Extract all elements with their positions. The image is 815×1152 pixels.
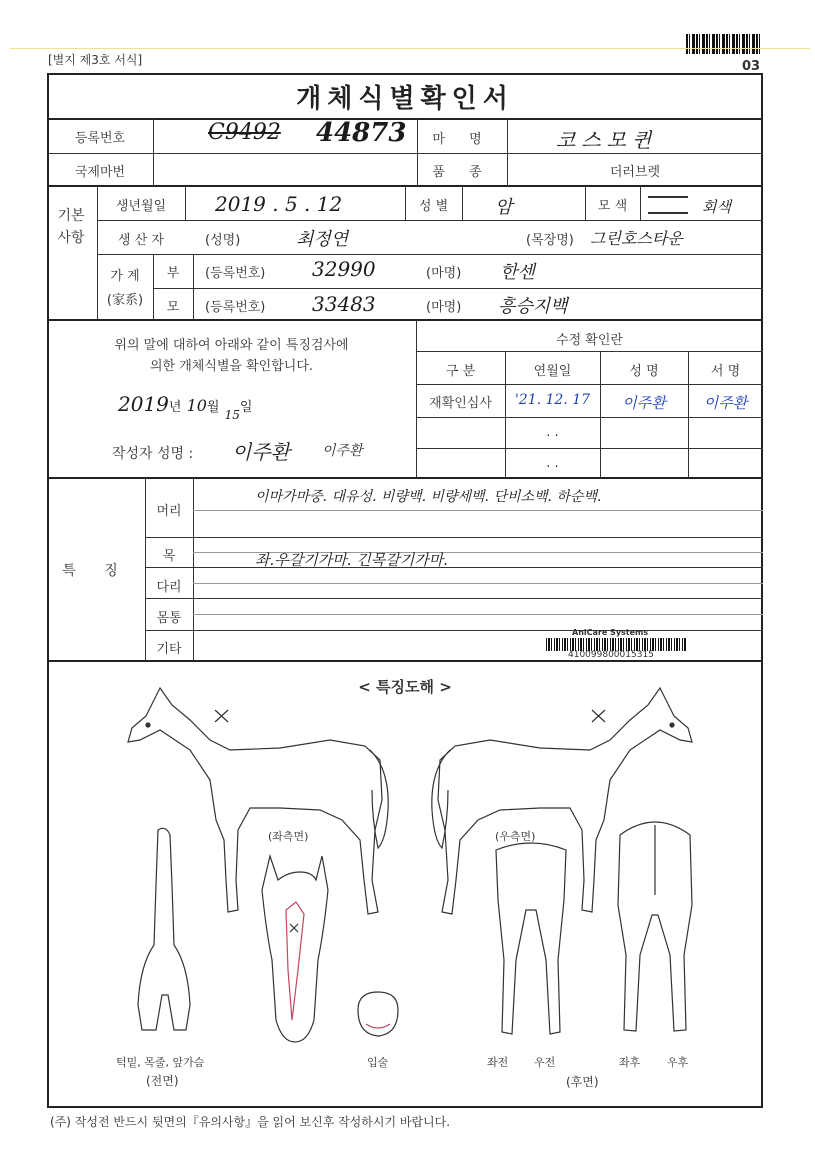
intl-no-label: 국제마번 — [74, 165, 126, 180]
sire-reg-label: (등록번호) — [205, 266, 266, 281]
top-barcode — [686, 34, 762, 54]
rev-row1-date: '21. 12. 17 — [514, 392, 591, 408]
breeder-name-value: 최정연 — [296, 229, 349, 250]
rev-row2-date: . . — [546, 425, 559, 440]
horse-front-legs-drawing — [486, 840, 576, 1040]
birth-label: 생년월일 — [115, 199, 167, 214]
color-label: 모 색 — [597, 199, 628, 214]
right-hind-label: 우후 — [667, 1056, 689, 1069]
reg-no-struck: C9492 — [208, 120, 281, 145]
sticker-brand: AniCare Systems — [572, 628, 649, 637]
feature-leg-label: 다리 — [156, 580, 182, 595]
document-title: 개체식별확인서 — [296, 84, 514, 114]
left-side-label: (좌측면) — [268, 830, 309, 843]
birth-value: 2019 . 5 . 12 — [215, 192, 343, 216]
lip-label: 입술 — [367, 1056, 389, 1069]
left-fore-label: 좌전 — [487, 1056, 509, 1069]
sex-label: 성 별 — [418, 199, 449, 214]
rev-row1-name: 이주환 — [622, 394, 666, 412]
horse-name-label: 마 명 — [432, 132, 492, 147]
dam-reg-label: (등록번호) — [205, 300, 266, 315]
author-name: 이주환 — [232, 440, 290, 464]
color-struck — [648, 196, 688, 214]
sire-name-label: (마명) — [426, 266, 462, 281]
right-fore-label: 우전 — [534, 1056, 556, 1069]
horse-rear-drawing — [610, 815, 700, 1040]
statement-line1: 위의 말에 대하여 아래와 같이 특징검사에 — [114, 338, 349, 353]
farm-value: 그린호스타운 — [590, 229, 683, 248]
horse-lip-drawing — [352, 990, 404, 1040]
breed-value: 더러브렛 — [609, 165, 661, 180]
dam-reg-value: 33483 — [312, 292, 376, 316]
revision-title: 수정 확인란 — [556, 333, 623, 348]
form-reference: [별지 제3호 서식] — [48, 53, 143, 67]
basic-section-label: 기본사항 — [57, 208, 85, 246]
pedigree-label: 가 계 — [110, 269, 140, 284]
color-value: 회색 — [702, 198, 731, 216]
confirm-date: 2019년 10월 $_{15}$일 — [118, 392, 253, 422]
diagram-title: < 특징도해 > — [358, 678, 452, 696]
dam-name-label: (마명) — [426, 300, 462, 315]
sex-value: 암 — [495, 197, 513, 218]
rev-header-type: 구 분 — [445, 364, 476, 379]
author-label: 작성자 성명 : — [112, 446, 194, 462]
author-signature: 이주환 — [322, 443, 363, 459]
feature-head-value: 이마가마중. 대유성. 비량백. 비량세백. 단비소백. 하순백. — [255, 489, 602, 505]
rev-row1-type: 재확인심사 — [429, 396, 492, 411]
pedigree-hanja: (家系) — [106, 293, 144, 308]
right-side-label: (우측면) — [495, 830, 536, 843]
farm-label: (목장명) — [526, 233, 574, 248]
horse-name-value: 코스모퀸 — [556, 128, 658, 152]
sire-name-value: 한센 — [500, 262, 535, 283]
rear-label: (후면) — [566, 1075, 599, 1089]
front-label: (전면) — [146, 1074, 179, 1088]
footer-note: (주) 작성전 반드시 뒷면의『유의사항』을 읽어 보신후 작성하시기 바랍니다. — [50, 1115, 451, 1129]
sire-reg-value: 32990 — [312, 257, 376, 281]
dam-name-value: 흥승지백 — [498, 296, 568, 317]
reg-no-value: 44873 — [316, 118, 407, 148]
horse-head-front-drawing — [258, 850, 333, 1050]
rev-header-date: 연월일 — [533, 364, 572, 379]
dam-label: 모 — [166, 300, 180, 315]
feature-etc-label: 기타 — [156, 642, 182, 657]
rev-row3-date: . . — [546, 456, 559, 471]
rev-row1-sign: 이주환 — [703, 394, 748, 412]
features-section-label: 특 징 — [62, 563, 130, 579]
statement-line2: 의한 개체식별을 확인합니다. — [149, 359, 314, 374]
feature-neck-value: 좌.우갈기가마. 긴목갈기가마. — [255, 551, 448, 569]
left-hind-label: 좌후 — [619, 1056, 641, 1069]
sire-label: 부 — [166, 266, 180, 281]
sticker-code: 410099800015315 — [568, 650, 654, 660]
breeder-label: 생 산 자 — [118, 233, 164, 248]
feature-neck-label: 목 — [162, 549, 176, 564]
rev-header-sign: 서 명 — [710, 364, 741, 379]
breed-label: 품 종 — [432, 165, 492, 180]
reg-no-label: 등록번호 — [74, 131, 126, 146]
page-code: 03 — [742, 59, 761, 74]
horse-front-neck-drawing — [128, 825, 198, 1035]
feature-head-label: 머리 — [156, 504, 182, 519]
rev-header-name: 성 명 — [629, 364, 659, 379]
breeder-name-label: (성명) — [205, 233, 241, 248]
feature-body-label: 몸통 — [156, 611, 182, 626]
front-caption: 턱밑, 목줄, 앞가슴 — [116, 1056, 205, 1069]
